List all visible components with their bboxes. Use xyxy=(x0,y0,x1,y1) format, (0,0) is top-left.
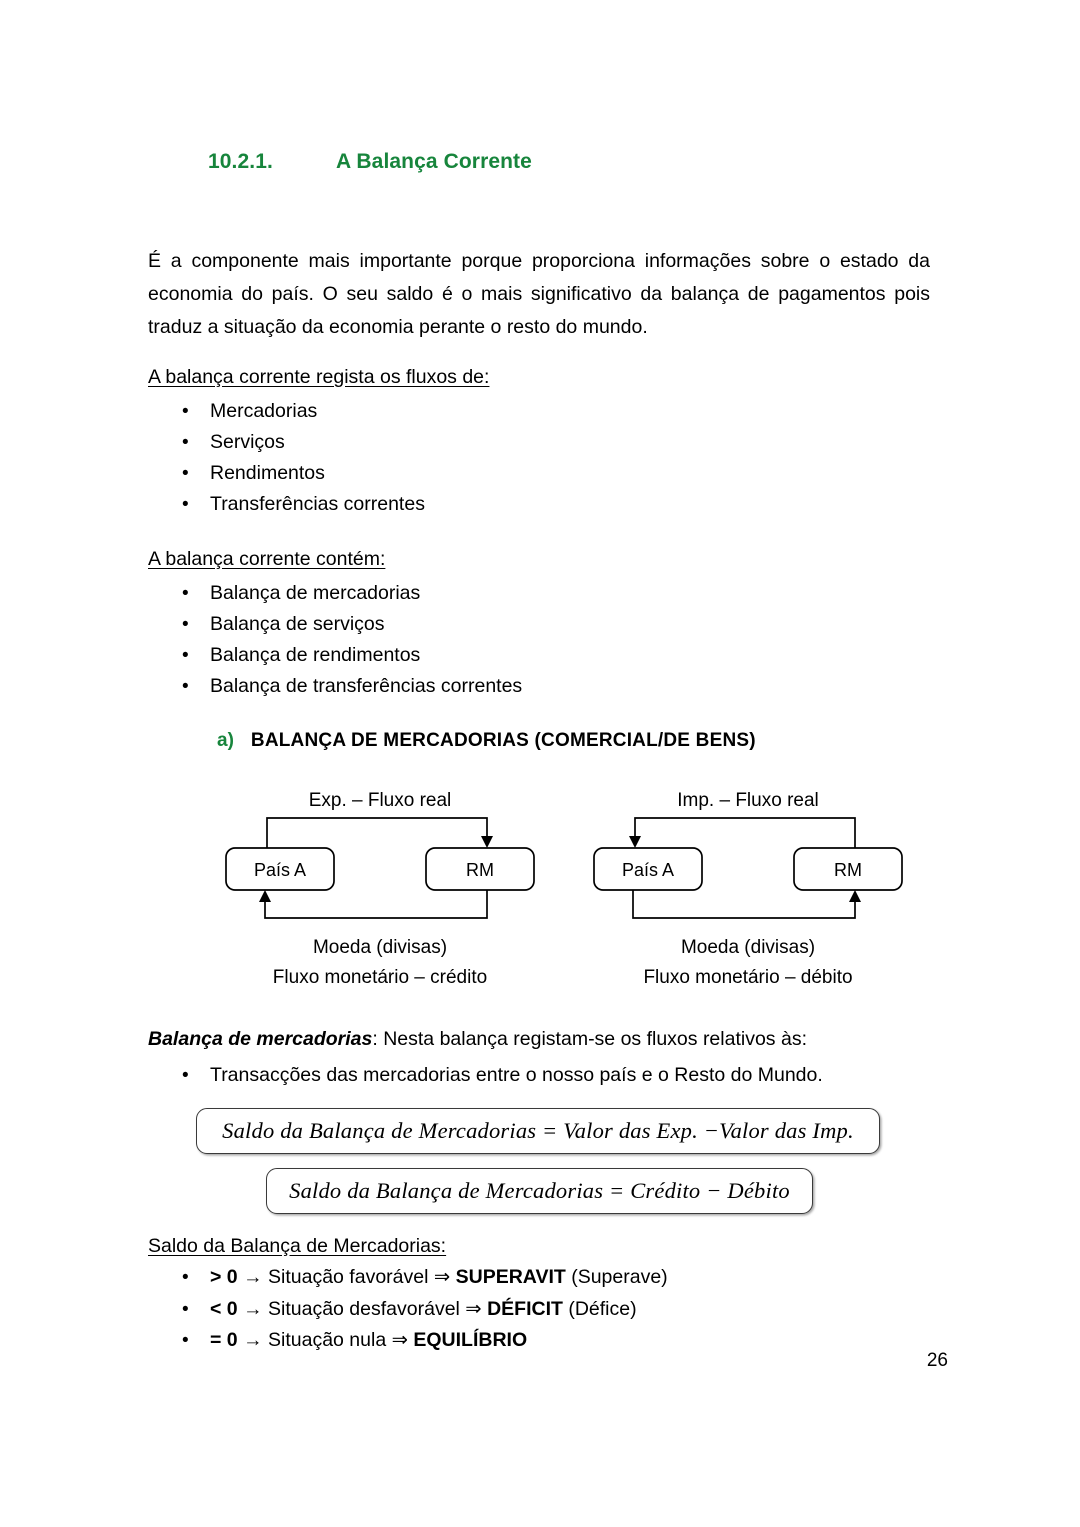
flow-diagrams xyxy=(0,780,1080,1005)
formula-box-exp-imp xyxy=(196,1108,880,1154)
section-number: 10.2.1. xyxy=(208,150,273,173)
formula-text: Saldo da Balança de Mercadorias = Crédito − Débito xyxy=(289,1178,790,1203)
bullet-icon: • xyxy=(182,432,189,453)
list-item xyxy=(148,1294,668,1326)
saldo-result: DÉFICIT xyxy=(487,1297,563,1320)
bullet-icon: • xyxy=(182,1298,189,1320)
bullet-icon: • xyxy=(182,583,189,604)
arrow-right-icon: → xyxy=(243,1266,263,1288)
list-item-label: Transferências correntes xyxy=(210,493,425,515)
list-item xyxy=(148,609,522,640)
diagram-caption-line2: Fluxo monetário – crédito xyxy=(272,967,488,988)
list-item xyxy=(148,640,522,671)
list-item xyxy=(148,458,425,489)
saldo-list xyxy=(148,1262,668,1357)
bullet-icon: • xyxy=(182,494,189,515)
list-item-label: Rendimentos xyxy=(210,462,325,484)
list-item-label: Serviços xyxy=(210,431,285,453)
saldo-condition: = 0 xyxy=(210,1329,238,1351)
double-arrow-right-icon: ⇒ xyxy=(391,1329,408,1351)
list-item-label: Mercadorias xyxy=(210,400,318,422)
lead-contem-label: A balança corrente contém: xyxy=(148,548,386,570)
list-item-label: Balança de mercadorias xyxy=(210,582,421,604)
list-item xyxy=(148,427,425,458)
list-item xyxy=(148,489,425,520)
saldo-situation: Situação nula xyxy=(268,1329,387,1351)
diagram-caption-line1: Moeda (divisas) xyxy=(680,937,816,958)
page-number: 26 xyxy=(926,1350,948,1371)
double-arrow-right-icon: ⇒ xyxy=(465,1297,482,1320)
diagram-box-pais-a: País A xyxy=(621,860,675,880)
list-item xyxy=(148,671,522,702)
bullet-icon: • xyxy=(182,645,189,666)
formula-box-credito-debito xyxy=(266,1168,813,1214)
arrow-right-icon: → xyxy=(243,1297,263,1320)
diagram-top-label: Exp. – Fluxo real xyxy=(308,790,452,811)
bullet-icon: • xyxy=(182,676,189,697)
list-item-label: Balança de serviços xyxy=(210,613,385,635)
saldo-situation: Situação desfavorável xyxy=(268,1297,460,1320)
list-item xyxy=(148,396,425,427)
list-item xyxy=(148,578,522,609)
double-arrow-right-icon: ⇒ xyxy=(433,1266,451,1288)
diagram-caption-line1: Moeda (divisas) xyxy=(312,937,448,958)
diagram-exportacao xyxy=(210,780,550,1005)
diagram-caption-line2: Fluxo monetário – débito xyxy=(643,967,853,988)
intro-paragraph: É a componente mais importante porque proporciona informações sobre o estado da economia do país. O seu saldo é o mais significativo da balança de pagamentos pois traduz a situação da economia perante o resto do mundo. xyxy=(148,250,930,338)
saldo-result: EQUILÍBRIO xyxy=(413,1329,528,1351)
bullet-icon: • xyxy=(182,1267,189,1288)
diagram-box-rm: RM xyxy=(466,860,494,880)
saldo-result: SUPERAVIT xyxy=(455,1266,566,1288)
bullet-icon: • xyxy=(182,614,189,635)
bullet-icon: • xyxy=(182,1330,189,1351)
arrow-right-icon: → xyxy=(243,1329,263,1351)
saldo-note: (Défice) xyxy=(568,1297,637,1320)
saldo-condition: < 0 xyxy=(210,1297,238,1320)
section-heading xyxy=(208,150,532,174)
diagram-box-rm: RM xyxy=(834,860,862,880)
balanca-mercadorias-definition xyxy=(148,1028,807,1051)
diagram-top-label: Imp. – Fluxo real xyxy=(677,790,819,811)
list-item-label: Balança de rendimentos xyxy=(210,644,421,666)
bullet-icon: • xyxy=(182,1065,189,1086)
bullet-icon: • xyxy=(182,463,189,484)
subsection-title: BALANÇA DE MERCADORIAS (COMERCIAL/DE BENS) xyxy=(250,730,756,751)
section-title: A Balança Corrente xyxy=(336,150,532,173)
lead-fluxos-label: A balança corrente regista os fluxos de: xyxy=(148,366,490,388)
transaccoes-list xyxy=(148,1060,823,1091)
list-item xyxy=(148,1262,668,1294)
formula-text: Saldo da Balança de Mercadorias = Valor das Exp. −Valor das Imp. xyxy=(222,1118,854,1143)
subsection-a-heading xyxy=(217,730,756,752)
diagram-importacao xyxy=(578,780,918,1005)
list-item-label: Transacções das mercadorias entre o nosso país e o Resto do Mundo. xyxy=(210,1064,823,1086)
list-item-label: Balança de transferências correntes xyxy=(210,675,523,697)
diagram-box-pais-a: País A xyxy=(253,860,307,880)
subsection-marker: a) xyxy=(217,730,234,751)
lead-saldo-label: Saldo da Balança de Mercadorias: xyxy=(148,1235,447,1257)
fluxos-list xyxy=(148,396,425,520)
contem-list xyxy=(148,578,522,702)
list-item xyxy=(148,1060,823,1091)
saldo-condition: > 0 xyxy=(210,1266,238,1288)
saldo-situation: Situação favorável xyxy=(268,1266,429,1288)
balanca-mercadorias-text: : Nesta balança registam-se os fluxos relativos às: xyxy=(372,1028,807,1050)
balanca-mercadorias-term: Balança de mercadorias xyxy=(148,1028,373,1050)
saldo-note: (Superave) xyxy=(571,1266,668,1288)
bullet-icon: • xyxy=(182,401,189,422)
